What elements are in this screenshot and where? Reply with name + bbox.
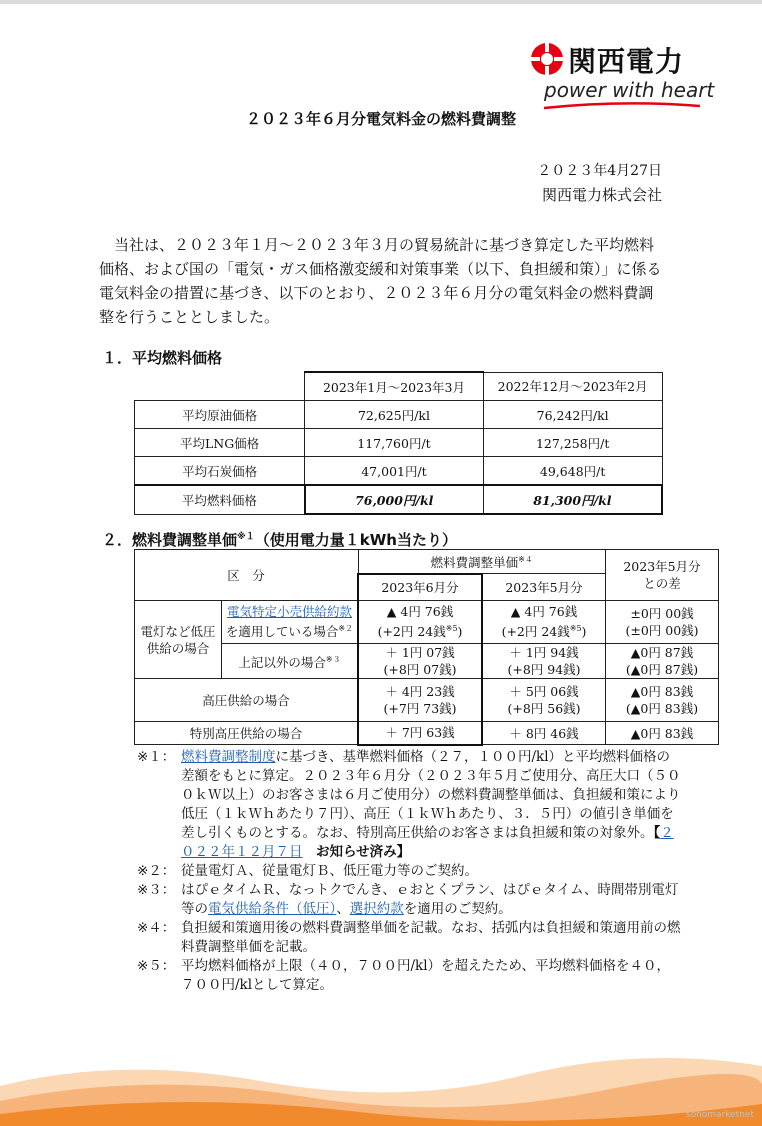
unit-header [358, 550, 606, 574]
kepco-logo [530, 40, 730, 110]
section2-heading-text: ２．燃料費調整単価 [102, 531, 238, 549]
table-row [135, 485, 663, 514]
section1-heading: １．平均燃料価格 [102, 349, 223, 367]
note-sep: 、 [336, 901, 350, 917]
row-label: 平均石炭価格 [135, 457, 305, 486]
value-sub: (±0円 00銭) [625, 623, 699, 638]
may-header: 2023年5月分 [482, 574, 606, 601]
value-note-mark: ※5 [445, 624, 458, 634]
row-d-label: 特別高圧供給の場合 [135, 722, 359, 745]
footnote-4 [137, 919, 682, 957]
value-main: ＋ 1円 07銭 [385, 645, 455, 660]
adjustment-unit-table [134, 549, 719, 746]
logo-tagline: power with heart [544, 78, 715, 102]
row-d-june: ＋ 7円 63銭 [358, 722, 482, 745]
value-sub: (+8円 94銭) [507, 662, 581, 677]
value-main: ＋ 4円 23銭 [385, 684, 455, 699]
diff-header [606, 550, 719, 601]
cell: 76,242円/kl [483, 401, 662, 429]
value-main: ▲ 4円 76銭 [510, 604, 578, 620]
row-c-june [358, 679, 482, 722]
footnotes [137, 748, 682, 995]
value-note-mark: ※5 [569, 624, 582, 634]
announcement-date-link[interactable]: ２０２２年１２月７日 [181, 825, 674, 860]
value-sub: (+2円 24銭$^{※5}$) [501, 624, 587, 640]
cell: 117,760円/t [305, 429, 484, 457]
footer-wave-decoration [0, 1046, 762, 1126]
row-d-may: ＋ 8円 46銭 [482, 722, 606, 745]
diff-header-line2: との差 [643, 576, 681, 591]
table-row [135, 429, 663, 457]
low-voltage-label: 電灯など低圧供給の場合 [135, 601, 222, 679]
row-a-diff [606, 601, 719, 644]
row-a-may [482, 601, 606, 644]
value-main: ▲0円 87銭 [630, 645, 694, 660]
page-title: ２０２３年６月分電気料金の燃料費調整 [245, 110, 516, 128]
top-border [0, 0, 762, 4]
value-sub: (+8円 07銭) [383, 662, 457, 677]
note-text: はぴｅタイムＲ、なっトクでんき、ｅおとくプラン、はぴｅタイム、時間帯別電灯等の [181, 882, 679, 917]
footnote-2 [137, 862, 682, 881]
row-c-diff [606, 679, 719, 722]
value-main: ＋ 1円 94銭 [509, 645, 579, 660]
col-header: 2022年12月～2023年2月 [483, 372, 662, 401]
row-b-text: 上記以外の場合 [238, 655, 326, 671]
category-header: 区 分 [135, 550, 359, 601]
issue-date: ２０２３年4月27日 [537, 163, 662, 179]
fuel-price-table [134, 371, 663, 515]
value-sub: (+2円 24銭$^{※5}$) [377, 624, 463, 640]
note-text: 負担緩和策適用後の燃料費調整単価を記載。なお、括弧内は負担緩和策適用前の燃料費調整単価を記載。 [181, 920, 681, 955]
fuel-cost-adjustment-link[interactable]: 燃料費調整制度 [181, 749, 276, 765]
unit-note-mark: ※４ [518, 555, 533, 565]
note-text: 平均燃料価格が上限（４０，７００円/kl）を超えたため、平均燃料価格を４０，７００円/klとして算定。 [181, 958, 671, 993]
table-header-row [135, 372, 663, 401]
note-mark: ※２： [137, 863, 176, 879]
value-sub: (▲0円 87銭) [625, 662, 699, 677]
kepco-mark-icon [530, 42, 564, 76]
diff-header-line1: 2023年5月分 [623, 559, 701, 574]
row-label: 平均LNG価格 [135, 429, 305, 457]
table-row [135, 457, 663, 486]
cell: 49,648円/t [483, 457, 662, 486]
footnote-1 [137, 748, 682, 862]
intro-paragraph: 当社は、２０２３年１月～２０２３年３月の貿易統計に基づき算定した平均燃料価格、および国の「電気・ガス価格激変緩和対策事業（以下、負担緩和策）」に係る電気料金の措置に基づき、以下のとおり、２０２３年６月分の電気料金の燃料費調整を行うこととしました。 [99, 236, 662, 326]
value-main: ▲0円 83銭 [630, 684, 694, 699]
bracket-text: お知らせ済み】 [302, 844, 411, 860]
value-sub: (▲0円 83銭) [625, 701, 699, 716]
cell: 76,000円/kl [305, 485, 484, 514]
cell: 72,625円/kl [305, 401, 484, 429]
note-mark: ※５： [137, 958, 176, 974]
watermark: sohomarketnet [685, 1110, 754, 1120]
section2-heading-paren: （使用電力量１kWh当たり） [254, 531, 457, 549]
value-main: ▲ 4円 76銭 [386, 604, 454, 620]
note-mark: ※１： [137, 749, 176, 765]
row-b-may [482, 644, 606, 679]
empty-cell [135, 372, 305, 401]
value-sub-text: (+2円 24銭 [377, 624, 446, 640]
row-b-diff [606, 644, 719, 679]
row-b-label [222, 644, 359, 679]
section2-heading [102, 529, 457, 550]
footnote-5 [137, 957, 682, 995]
bracket-open: 【 [653, 825, 661, 841]
note-mark: ※３： [137, 882, 176, 898]
logo-name: 関西電力 [568, 45, 685, 78]
specific-retail-supply-link[interactable]: 電気特定小売供給約款 [226, 604, 352, 620]
row-b-june [358, 644, 482, 679]
row-a-note-mark: ※２ [338, 624, 354, 634]
row-b-note-mark: ※３ [325, 654, 341, 664]
note-text: に基づき、基準燃料価格（２７，１００円/kl）と平均燃料価格の差額をもとに算定。２０２３年６月分（２０２３年５月ご使用分、高圧大口（５００ｋＷ以上）のお客さまは６月ご使用分）の燃料費調整単価は、負担緩和策により低圧（１ｋＷｈあたり７円）、高圧（１ｋＷｈあたり、３．５円）の値引き単価を差し引くものとする。なお、特別高圧供給のお客さまは負担緩和策の対象外。 [181, 749, 681, 841]
supply-conditions-link[interactable]: 電気供給条件（低圧） [208, 901, 337, 917]
row-label: 平均原油価格 [135, 401, 305, 429]
value-sub-text: (+2円 24銭 [501, 624, 570, 640]
col-header: 2023年1月～2023年3月 [305, 372, 484, 401]
row-c-may [482, 679, 606, 722]
row-a-text: を適用している場合 [225, 624, 339, 640]
footnote-3 [137, 881, 682, 919]
row-a-june [358, 601, 482, 644]
cell: 81,300円/kl [483, 485, 662, 514]
value-main: ＋ 5円 06銭 [509, 684, 579, 699]
june-header: 2023年6月分 [358, 574, 482, 601]
note-text: 従量電灯Ａ、従量電灯Ｂ、低圧電力等のご契約。 [181, 863, 478, 879]
value-main: ±0円 00銭 [630, 606, 694, 621]
note-text: を適用のご契約。 [403, 901, 512, 917]
cell: 127,258円/t [483, 429, 662, 457]
row-a-label [222, 601, 359, 644]
value-sub: (+8円 56銭) [507, 701, 581, 716]
company-name: 関西電力株式会社 [541, 186, 662, 204]
unit-header-text: 燃料費調整単価 [430, 555, 519, 571]
optional-terms-link[interactable]: 選択約款 [349, 901, 404, 917]
heading-note-mark: ※１ [237, 532, 255, 542]
note-mark: ※４： [137, 920, 176, 936]
row-c-label: 高圧供給の場合 [135, 679, 359, 722]
value-sub: (+7円 73銭) [383, 701, 457, 716]
cell: 47,001円/t [305, 457, 484, 486]
row-label: 平均燃料価格 [135, 485, 305, 514]
table-row [135, 401, 663, 429]
row-d-diff: ▲0円 83銭 [606, 722, 719, 745]
